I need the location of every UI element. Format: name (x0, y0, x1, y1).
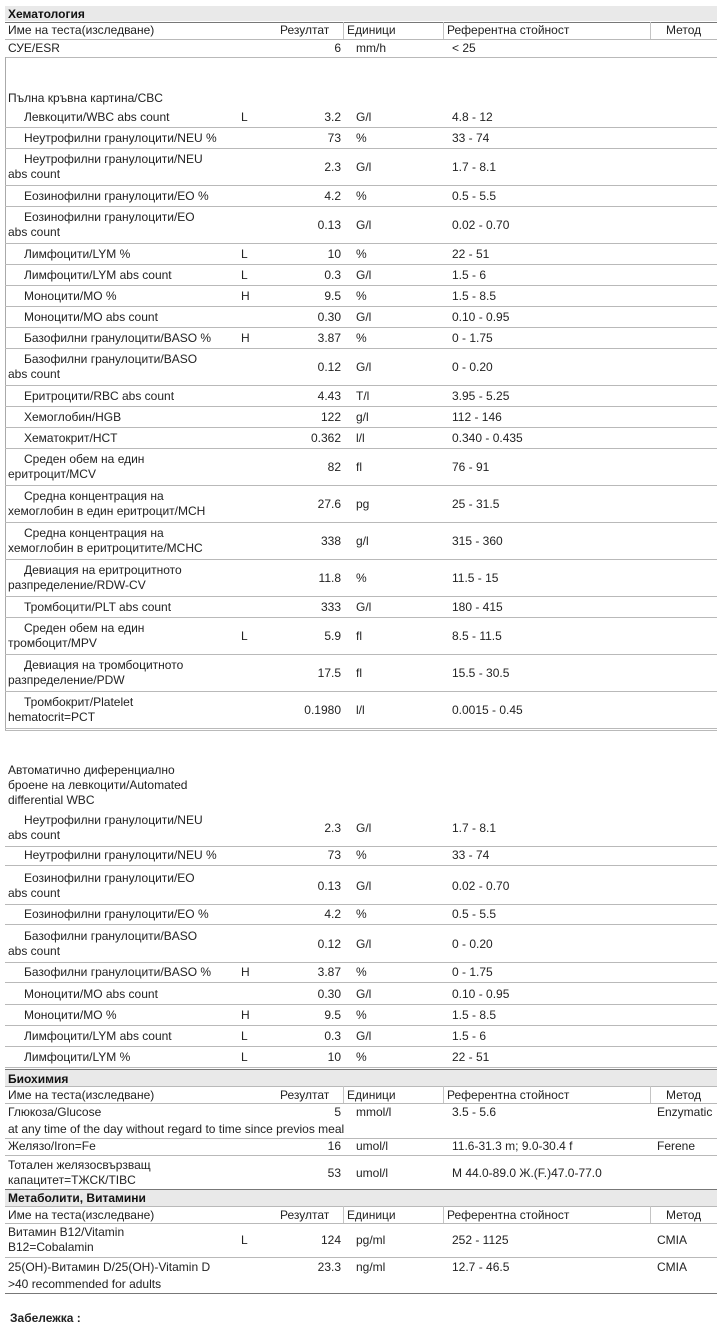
test-result: 53 (327, 1166, 341, 1180)
divider (443, 1206, 444, 1223)
header-name: Име на теста(изследване) (8, 23, 155, 37)
section-title-hematology: Хематология (8, 7, 85, 21)
test-name-line: abs count (8, 886, 61, 900)
test-reference: 0.5 - 5.5 (452, 907, 497, 921)
divider (5, 206, 717, 207)
test-name (8, 695, 233, 725)
divider (5, 57, 6, 730)
test-reference: 12.7 - 46.5 (452, 1260, 510, 1274)
test-name-line: Лимфоцити/LYM abs count (24, 1029, 172, 1043)
test-name-line: разпределение/RDW-CV (8, 578, 146, 592)
divider (5, 1004, 717, 1005)
divider (5, 982, 717, 983)
test-name (8, 110, 233, 125)
test-unit: G/l (356, 987, 372, 1001)
divider (343, 1206, 344, 1223)
divider (650, 1086, 651, 1103)
divider (5, 327, 717, 328)
test-reference: 11.5 - 15 (452, 571, 499, 585)
header-reference: Референтна стойност (447, 1208, 570, 1222)
divider (5, 559, 717, 560)
test-name-line: Неутрофилни гранулоцити/NEU % (24, 131, 217, 145)
test-result: 82 (327, 460, 341, 474)
test-unit: mm/h (356, 41, 386, 55)
test-result: 3.2 (324, 110, 341, 124)
test-reference: 112 - 146 (452, 410, 502, 424)
divider (5, 691, 717, 692)
test-name (8, 621, 233, 651)
test-name (8, 871, 233, 901)
test-name-line: Базофилни гранулоцити/BASO (24, 929, 198, 943)
test-result: 17.5 (317, 666, 341, 680)
test-name (8, 600, 233, 615)
test-reference: 0 - 0.20 (452, 360, 493, 374)
test-result: 9.5 (324, 1008, 341, 1022)
divider (5, 1257, 717, 1258)
test-name-line: Среден обем на един (24, 452, 145, 466)
divider (5, 127, 717, 128)
test-result: 333 (320, 600, 341, 614)
test-result: 0.13 (317, 218, 341, 232)
test-reference: 3.95 - 5.25 (452, 389, 510, 403)
test-reference: 33 - 74 (452, 131, 490, 145)
test-flag: L (241, 629, 248, 643)
test-name-line: abs count (8, 225, 61, 239)
test-name-line: хемоглобин в един еритроцит/MCH (8, 504, 206, 518)
test-name (8, 352, 233, 382)
divider (5, 385, 717, 386)
test-flag: L (241, 110, 248, 124)
test-reference: 11.6-31.3 m; 9.0-30.4 f (452, 1139, 573, 1153)
test-result: 0.362 (310, 431, 341, 445)
test-unit: G/l (356, 937, 372, 951)
test-unit: G/l (356, 160, 372, 174)
test-result: 4.2 (324, 189, 341, 203)
test-result: 4.2 (324, 907, 341, 921)
test-name-line: Среден обем на един (24, 621, 145, 635)
test-name (8, 1158, 268, 1188)
test-name-line: Еозинофилни гранулоцити/EO % (24, 189, 209, 203)
test-name (8, 189, 233, 204)
header-reference: Референтна стойност (447, 1088, 570, 1102)
header-result: Резултат (280, 23, 330, 37)
divider (443, 1086, 444, 1103)
divider (5, 1086, 717, 1087)
test-name (8, 152, 233, 182)
test-reference: 76 - 91 (452, 460, 490, 474)
test-name-line: Неутрофилни гранулоцити/NEU (24, 813, 203, 827)
header-reference: Референтна стойност (447, 23, 570, 37)
test-result: 3.87 (317, 965, 341, 979)
test-name-line: еритроцит/MCV (8, 467, 96, 481)
test-flag: H (241, 1008, 250, 1022)
test-unit: G/l (356, 879, 372, 893)
test-reference: 4.8 - 12 (452, 110, 493, 124)
divider (5, 264, 717, 265)
test-reference: 22 - 51 (452, 1050, 490, 1064)
test-name-line: капацитет=ТЖСК/TIBC (8, 1173, 136, 1187)
test-reference: 15.5 - 30.5 (452, 666, 510, 680)
divider (5, 1206, 717, 1207)
divider (5, 285, 717, 286)
test-name-line: Хематокрит/HCT (24, 431, 118, 445)
test-name-line: Девиация на тромбоцитното (24, 658, 184, 672)
divider (5, 448, 717, 449)
divider (5, 406, 717, 407)
test-name-line: Базофилни гранулоцити/BASO % (24, 965, 212, 979)
divider (5, 1103, 717, 1104)
test-result: 5 (334, 1105, 341, 1119)
test-flag: L (241, 268, 248, 282)
test-result: 11.8 (318, 571, 341, 585)
cbc-group-title: Пълна кръвна картина/CBC (8, 91, 163, 105)
test-name-line: hematocrit=PCT (8, 710, 96, 724)
test-name-line: Лимфоцити/LYM abs count (24, 268, 172, 282)
header-units: Единици (347, 1208, 396, 1222)
divider (5, 1067, 717, 1068)
divider (5, 1223, 717, 1224)
test-unit: mmol/l (356, 1105, 392, 1119)
test-result: 2.3 (324, 821, 341, 835)
test-flag: L (241, 1233, 248, 1247)
test-result: 23.3 (317, 1260, 341, 1274)
diff-title-line: differential WBC (8, 793, 95, 807)
test-flag: H (241, 965, 250, 979)
test-unit: % (356, 1050, 367, 1064)
section-title-biochemistry: Биохимия (8, 1072, 69, 1086)
test-reference: 0.10 - 0.95 (452, 310, 510, 324)
divider (5, 243, 717, 244)
test-name: СУЕ/ESR (8, 41, 60, 55)
header-result: Резултат (280, 1208, 330, 1222)
diff-group-title (8, 763, 268, 808)
test-name-line: Тотален желязосвързващ (8, 1158, 151, 1172)
test-name-line: Еритроцити/RBC abs count (24, 389, 175, 403)
test-name (8, 1008, 233, 1023)
test-reference: 180 - 415 (452, 600, 503, 614)
test-name-line: хемоглобин в еритроцитите/MCHC (8, 541, 203, 555)
divider (5, 730, 717, 731)
test-reference: 8.5 - 11.5 (452, 629, 502, 643)
test-result: 2.3 (324, 160, 341, 174)
test-reference: 0.02 - 0.70 (452, 218, 510, 232)
test-result: 0.30 (317, 310, 341, 324)
test-name (8, 563, 233, 593)
divider (5, 57, 717, 58)
test-result: 4.43 (317, 389, 341, 403)
test-flag: L (241, 247, 248, 261)
divider (5, 654, 717, 655)
divider (5, 617, 717, 618)
test-result: 9.5 (324, 289, 341, 303)
test-reference: 1.5 - 6 (452, 268, 487, 282)
test-name-line: Моноцити/MO abs count (24, 987, 158, 1001)
divider (5, 1046, 717, 1047)
test-name-line: Левкоцити/WBC abs count (24, 110, 170, 124)
test-reference: 1.7 - 8.1 (452, 160, 497, 174)
header-method: Метод (666, 1208, 702, 1222)
test-unit: % (356, 331, 367, 345)
test-unit: % (356, 965, 367, 979)
test-name (8, 331, 233, 346)
test-result: 0.30 (317, 987, 341, 1001)
divider (650, 1206, 651, 1223)
test-name (8, 489, 233, 519)
test-name-line: Моноцити/MO abs count (24, 310, 158, 324)
divider (343, 22, 344, 39)
test-method: CMIA (657, 1260, 687, 1274)
divider (5, 1155, 717, 1156)
test-flag: L (241, 1029, 248, 1043)
test-unit: % (356, 189, 367, 203)
test-name (8, 131, 233, 146)
test-name-line: Тромбоцити/PLT abs count (24, 600, 172, 614)
test-name-line: abs count (8, 167, 61, 181)
test-unit: umol/l (356, 1166, 389, 1180)
test-result: 0.3 (324, 268, 341, 282)
test-name-line: Средна концентрация на (24, 526, 164, 540)
test-reference: 0.5 - 5.5 (452, 189, 497, 203)
test-name-line: Еозинофилни гранулоцити/EO (24, 871, 195, 885)
divider (5, 904, 717, 905)
test-name-line: Моноцити/MO % (24, 289, 117, 303)
divider (5, 728, 717, 729)
test-result: 0.3 (324, 1029, 341, 1043)
test-name (8, 526, 233, 556)
divider (5, 865, 717, 866)
test-reference: 0 - 1.75 (452, 331, 493, 345)
test-name-line: Лимфоцити/LYM % (24, 1050, 131, 1064)
test-result: 0.12 (317, 360, 341, 374)
header-method: Метод (666, 23, 702, 37)
footer-note-label: Забележка : (10, 1311, 81, 1325)
header-result: Резултат (280, 1088, 330, 1102)
test-unit: pg (356, 497, 370, 511)
divider (5, 846, 717, 847)
test-result: 5.9 (324, 629, 341, 643)
test-comment: at any time of the day without regard to time since previos meal (8, 1122, 345, 1136)
test-reference: < 25 (452, 41, 476, 55)
divider (5, 1293, 717, 1294)
divider (5, 924, 717, 925)
test-reference: 0.10 - 0.95 (452, 987, 510, 1001)
test-result: 124 (320, 1233, 341, 1247)
divider (443, 22, 444, 39)
divider (5, 485, 717, 486)
test-result: 27.6 (317, 497, 341, 511)
test-name-line: Девиация на еритроцитното (24, 563, 182, 577)
test-reference: 252 - 1125 (452, 1233, 509, 1247)
test-name-line: Неутрофилни гранулоцити/NEU (24, 152, 203, 166)
test-reference: 1.7 - 8.1 (452, 821, 497, 835)
test-name-line: Базофилни гранулоцити/BASO % (24, 331, 212, 345)
header-units: Единици (347, 1088, 396, 1102)
test-reference: 0.340 - 0.435 (452, 431, 523, 445)
test-name: Желязо/Iron=Fe (8, 1139, 96, 1153)
test-unit: l/l (356, 431, 365, 445)
test-unit: G/l (356, 310, 372, 324)
test-reference: 33 - 74 (452, 848, 490, 862)
header-name: Име на теста(изследване) (8, 1208, 155, 1222)
test-result: 6 (334, 41, 341, 55)
test-name-line: Неутрофилни гранулоцити/NEU % (24, 848, 217, 862)
test-name-line: abs count (8, 828, 61, 842)
test-method: Ferene (657, 1139, 696, 1153)
section-header-bar (5, 6, 717, 21)
test-name-line: Еозинофилни гранулоцити/EO % (24, 907, 209, 921)
test-unit: % (356, 571, 367, 585)
divider (5, 185, 717, 186)
test-unit: % (356, 131, 367, 145)
test-name-line: abs count (8, 944, 61, 958)
test-result: 16 (327, 1139, 341, 1153)
test-comment: >40 recommended for adults (8, 1277, 162, 1291)
test-flag: L (241, 1050, 248, 1064)
test-reference: 25 - 31.5 (452, 497, 500, 511)
test-flag: H (241, 289, 250, 303)
test-unit: T/l (356, 389, 370, 403)
test-reference: 0 - 0.20 (452, 937, 493, 951)
test-name (8, 965, 233, 980)
diff-title-line: броене на левкоцити/Automated (8, 778, 188, 792)
header-name: Име на теста(изследване) (8, 1088, 155, 1102)
diff-title-line: Автоматично диференциално (8, 763, 175, 777)
header-method: Метод (666, 1088, 702, 1102)
test-name (8, 907, 233, 922)
divider (5, 427, 717, 428)
test-unit: % (356, 1008, 367, 1022)
test-name-line: abs count (8, 367, 61, 381)
test-unit: G/l (356, 110, 372, 124)
test-name (8, 813, 233, 843)
test-name (8, 389, 233, 404)
test-name (8, 431, 233, 446)
test-result: 338 (320, 534, 341, 548)
test-unit: g/l (356, 534, 369, 548)
section-title-metabolites: Метаболити, Витамини (8, 1191, 146, 1205)
test-name-line: разпределение/PDW (8, 673, 125, 687)
test-unit: pg/ml (356, 1233, 386, 1247)
test-result: 10 (327, 1050, 341, 1064)
test-unit: G/l (356, 600, 372, 614)
test-name-line: Тромбокрит/Platelet (24, 695, 134, 709)
test-reference: 315 - 360 (452, 534, 503, 548)
test-result: 3.87 (317, 331, 341, 345)
test-reference: 0.02 - 0.70 (452, 879, 510, 893)
test-unit: g/l (356, 410, 369, 424)
test-name (8, 987, 233, 1002)
test-name (8, 1029, 233, 1044)
test-name (8, 210, 233, 240)
test-name-line: Средна концентрация на (24, 489, 164, 503)
test-name: Глюкоза/Glucose (8, 1105, 102, 1119)
divider (5, 306, 717, 307)
test-reference: 0 - 1.75 (452, 965, 493, 979)
test-result: 0.13 (317, 879, 341, 893)
test-unit: G/l (356, 268, 372, 282)
test-result: 73 (327, 131, 341, 145)
test-name (8, 929, 233, 959)
test-name (8, 310, 233, 325)
test-flag: H (241, 331, 250, 345)
divider (5, 1025, 717, 1026)
test-name (8, 247, 233, 262)
test-name-line: Базофилни гранулоцити/BASO (24, 352, 198, 366)
test-unit: fl (356, 460, 362, 474)
test-result: 73 (327, 848, 341, 862)
test-name-line: Моноцити/MO % (24, 1008, 117, 1022)
test-name-line: тромбоцит/MPV (8, 636, 97, 650)
test-name (8, 452, 233, 482)
test-reference: 22 - 51 (452, 247, 490, 261)
header-units: Единици (347, 23, 396, 37)
test-reference: 1.5 - 6 (452, 1029, 487, 1043)
test-unit: % (356, 848, 367, 862)
divider (5, 39, 717, 40)
test-reference: 0.0015 - 0.45 (452, 703, 523, 717)
test-reference: 1.5 - 8.5 (452, 1008, 497, 1022)
test-unit: fl (356, 629, 362, 643)
test-result: 10 (327, 247, 341, 261)
test-method: Enzymatic (657, 1105, 713, 1119)
test-unit: % (356, 247, 367, 261)
section-header-bar (5, 1070, 717, 1086)
test-name-line: Витамин B12/Vitamin (8, 1225, 125, 1239)
test-reference: М 44.0-89.0 Ж.(F.)47.0-77.0 (452, 1166, 602, 1180)
test-name-line: Хемоглобин/HGB (24, 410, 122, 424)
test-name (8, 410, 233, 425)
test-result: 122 (320, 410, 341, 424)
test-name-line: Лимфоцити/LYM % (24, 247, 131, 261)
test-result: 0.12 (317, 937, 341, 951)
test-name (8, 268, 233, 283)
divider (343, 1086, 344, 1103)
test-name-line: Еозинофилни гранулоцити/EO (24, 210, 195, 224)
divider (5, 522, 717, 523)
test-unit: G/l (356, 218, 372, 232)
test-name: 25(OH)-Витамин D/25(OH)-Vitamin D (8, 1260, 211, 1274)
divider (5, 348, 717, 349)
test-unit: fl (356, 666, 362, 680)
test-method: CMIA (657, 1233, 687, 1247)
divider (5, 596, 717, 597)
divider (650, 22, 651, 39)
test-unit: G/l (356, 821, 372, 835)
test-unit: ng/ml (356, 1260, 386, 1274)
test-name-line: B12=Cobalamin (8, 1240, 94, 1254)
divider (5, 148, 717, 149)
test-unit: G/l (356, 1029, 372, 1043)
test-name (8, 1050, 233, 1065)
test-unit: % (356, 907, 367, 921)
test-unit: umol/l (356, 1139, 389, 1153)
divider (5, 962, 717, 963)
test-result: 0.1980 (304, 703, 341, 717)
test-reference: 3.5 - 5.6 (452, 1105, 497, 1119)
test-reference: 1.5 - 8.5 (452, 289, 497, 303)
test-name (8, 1225, 268, 1255)
test-unit: l/l (356, 703, 365, 717)
test-name (8, 289, 233, 304)
test-unit: % (356, 289, 367, 303)
test-name (8, 658, 233, 688)
test-unit: G/l (356, 360, 372, 374)
test-name (8, 848, 233, 863)
